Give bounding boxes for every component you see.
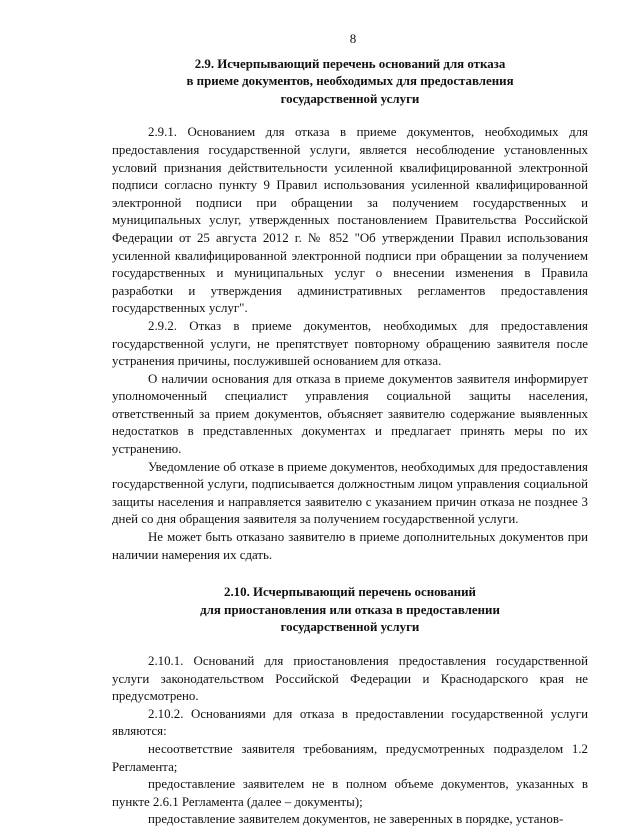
section-2-10-heading-line: для приостановления или отказа в предоставлении <box>200 602 500 617</box>
list-item: предоставление заявителем не в полном объеме документов, указанных в пункте 2.6.1 Регламента (далее – документы); <box>112 777 588 809</box>
paragraph-2-10-2: 2.10.2. Основаниями для отказа в предоставлении государственной услуги являются: <box>112 706 588 739</box>
section-2-10-heading <box>112 584 588 637</box>
section-2-9-heading-line: государственной услуги <box>280 91 420 106</box>
paragraph-2-9-1: 2.9.1. Основанием для отказа в приеме документов, необходимых для предоставления государственной услуги, является несоблюдение установленных условий признания действительности усиленной квалифицированной электронной подписи согласно пункту 9 Правил использования усиленной квалифицированной электронной подписи при обращении за получением государственных и муниципальных услуг, утвержденных постановлением Правительства Российской Федерации от 25 августа 2012 г. № 852 "Об утверждении Правил использования усиленной квалифицированной электронной подписи при обращении за получением государственных и муниципальных услуг о внесении изменения в Правила разработки и утверждения административных регламентов предоставления государственных услуг". <box>112 125 588 316</box>
list-item: предоставление заявителем документов, не заверенных в порядке, установ- <box>148 812 564 827</box>
paragraph-refusal-notification: Уведомление об отказе в приеме документов, необходимых для предоставления государственной услуги, подписывается должностным лицом управления социальной защиты населения и направляется заявителю с указанием причин отказа не позднее 3 дней со дня обращения заявителя за получением государственной услуги. <box>112 459 588 527</box>
paragraph-additional-documents: Не может быть отказано заявителю в приеме дополнительных документов при наличии намерения их сдать. <box>112 530 588 562</box>
section-2-9-heading-line: 2.9. Исчерпывающий перечень оснований для отказа <box>194 56 506 71</box>
paragraph-2-10-1: 2.10.1. Оснований для приостановления предоставления государственной услуги законодательством Российской Федерации и Краснодарского края не предусмотрено. <box>112 654 588 704</box>
paragraph-2-9-2: 2.9.2. Отказ в приеме документов, необходимых для предоставления государственной услуги, не препятствует повторному обращению заявителя после устранения причины, послужившей основанием для отказа. <box>112 318 588 369</box>
section-2-9-heading <box>112 56 588 109</box>
page-number: 8 <box>349 31 357 46</box>
section-2-10-heading-line: государственной услуги <box>280 620 420 635</box>
paragraph-refusal-notice: О наличии основания для отказа в приеме документов заявителя информирует уполномоченный специалист управления социальной защиты населения, ответственный за прием документов, объясняет заявителю содержание выявленных недостатков в представленных документах и предлагает принять меры по их устранению. <box>112 371 588 457</box>
list-item: несоответствие заявителя требованиям, предусмотренных подразделом 1.2 Регламента; <box>112 741 588 774</box>
section-2-10-heading-line: 2.10. Исчерпывающий перечень оснований <box>224 585 476 600</box>
section-2-9-heading-line: в приеме документов, необходимых для предоставления <box>186 74 514 89</box>
